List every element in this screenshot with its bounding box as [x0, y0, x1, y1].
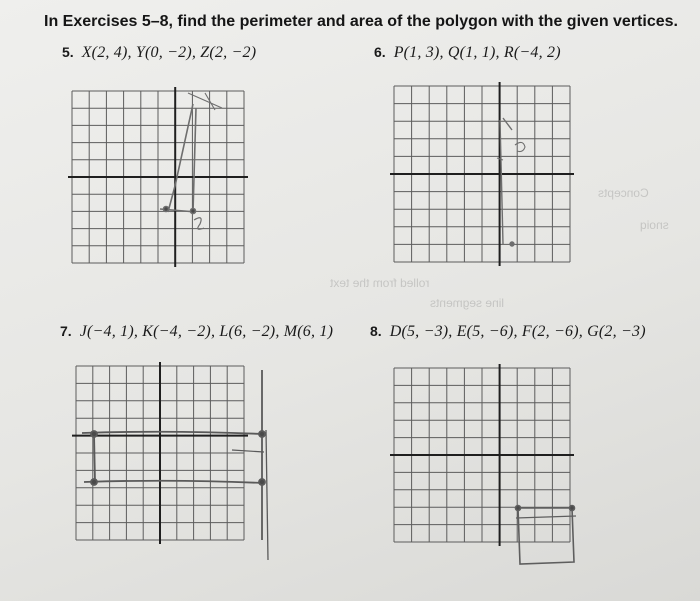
bleed-through-text: line segments [430, 296, 505, 310]
exercise-7-text: J(−4, 1), K(−4, −2), L(6, −2), M(6, 1) [79, 323, 334, 340]
instructions-heading: In Exercises 5–8, find the perimeter and area of the polygon with the given vertices. [44, 13, 678, 30]
exercise-6-number: 6. [374, 44, 386, 60]
exercise-5-text: X(2, 4), Y(0, −2), Z(2, −2) [81, 44, 257, 61]
exercise-8-number: 8. [370, 323, 382, 339]
student-pencil-sketch [516, 506, 577, 565]
exercise-6-text: P(1, 3), Q(1, 1), R(−4, 2) [393, 44, 561, 61]
exercise-8-text: D(5, −3), E(5, −6), F(2, −6), G(2, −3) [389, 323, 646, 340]
exercise-5-number: 5. [62, 44, 74, 60]
bleed-through-text: rolled from the text [330, 276, 430, 290]
bleed-through-text: Concepts [598, 186, 649, 200]
bleed-through-text: snoiq [640, 218, 669, 232]
exercise-7-number: 7. [60, 323, 72, 339]
